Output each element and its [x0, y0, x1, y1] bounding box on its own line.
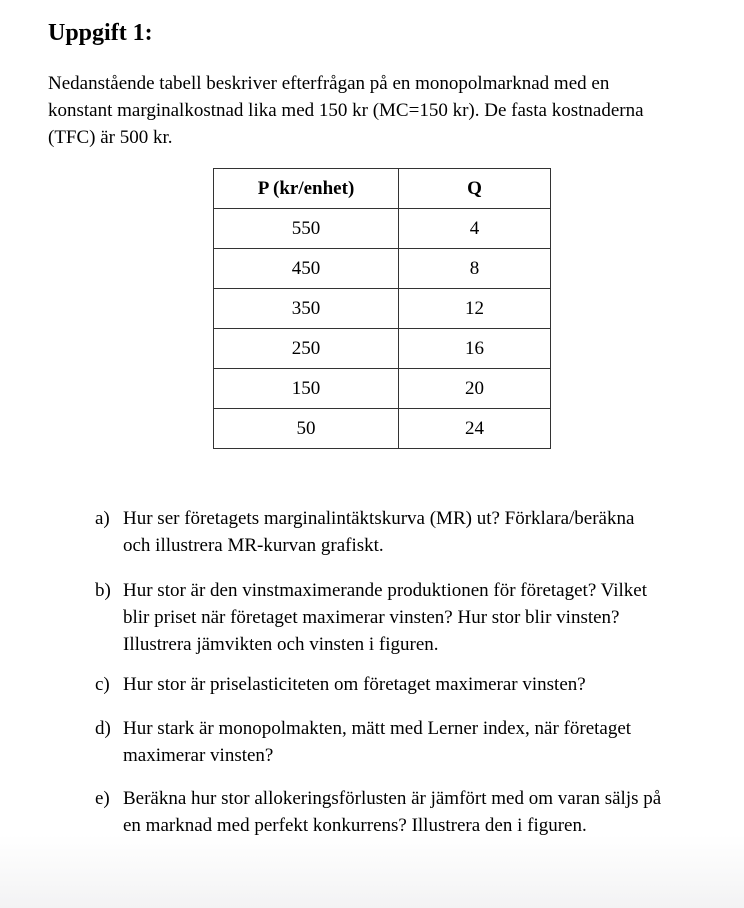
table-cell-price: 450 — [214, 249, 399, 289]
table-cell-price: 150 — [214, 369, 399, 409]
table-cell-quantity: 20 — [399, 369, 551, 409]
question-item-e — [95, 785, 661, 839]
question-line: Illustrera jämvikten och vinsten i figuren. — [123, 634, 439, 655]
question-item-c — [95, 671, 586, 698]
table-cell-price: 250 — [214, 329, 399, 369]
table-cell-price: 350 — [214, 289, 399, 329]
table-cell-price: 50 — [214, 409, 399, 449]
question-line: Hur stor är priselasticiteten om företaget maximerar vinsten? — [123, 674, 586, 695]
question-line: Hur stark är monopolmakten, mätt med Lerner index, när företaget — [123, 718, 632, 739]
table-row — [214, 369, 551, 409]
table-cell-quantity: 4 — [399, 209, 551, 249]
question-label: e) — [95, 788, 110, 809]
table-header-row — [214, 169, 551, 209]
intro-line: Nedanstående tabell beskriver efterfrågan på en monopolmarknad med en — [48, 73, 610, 94]
page-title: Uppgift 1: — [48, 20, 153, 46]
table-header-quantity: Q — [399, 169, 551, 209]
table-row — [214, 249, 551, 289]
table-row — [214, 209, 551, 249]
question-text — [123, 671, 586, 698]
question-line: Beräkna hur stor allokeringsförlusten är jämfört med om varan säljs på — [123, 788, 662, 809]
question-line: blir priset när företaget maximerar vinsten? Hur stor blir vinsten? — [123, 607, 620, 628]
question-line: och illustrera MR-kurvan grafiskt. — [123, 535, 384, 556]
table-cell-quantity: 16 — [399, 329, 551, 369]
table-header-price: P (kr/enhet) — [214, 169, 399, 209]
question-label: c) — [95, 674, 110, 695]
question-line: maximerar vinsten? — [123, 745, 274, 766]
question-item-b — [95, 577, 647, 658]
question-item-a — [95, 505, 634, 559]
question-text — [123, 785, 661, 839]
intro-line: (TFC) är 500 kr. — [48, 127, 173, 148]
question-line: en marknad med perfekt konkurrens? Illustrera den i figuren. — [123, 815, 587, 836]
demand-table — [213, 168, 551, 449]
table-cell-quantity: 8 — [399, 249, 551, 289]
table-row — [214, 409, 551, 449]
question-item-d — [95, 715, 631, 769]
question-text — [123, 505, 634, 559]
table-row — [214, 329, 551, 369]
intro-paragraph — [48, 70, 644, 151]
intro-line: konstant marginalkostnad lika med 150 kr (MC=150 kr). De fasta kostnaderna — [48, 100, 644, 121]
table-row — [214, 289, 551, 329]
question-label: a) — [95, 508, 110, 529]
question-text — [123, 577, 647, 658]
question-line: Hur ser företagets marginalintäktskurva (MR) ut? Förklara/beräkna — [123, 508, 635, 529]
table-cell-quantity: 12 — [399, 289, 551, 329]
table-cell-price: 550 — [214, 209, 399, 249]
question-label: b) — [95, 580, 111, 601]
table-cell-quantity: 24 — [399, 409, 551, 449]
question-line: Hur stor är den vinstmaximerande produktionen för företaget? Vilket — [123, 580, 648, 601]
question-text — [123, 715, 631, 769]
question-label: d) — [95, 718, 111, 739]
